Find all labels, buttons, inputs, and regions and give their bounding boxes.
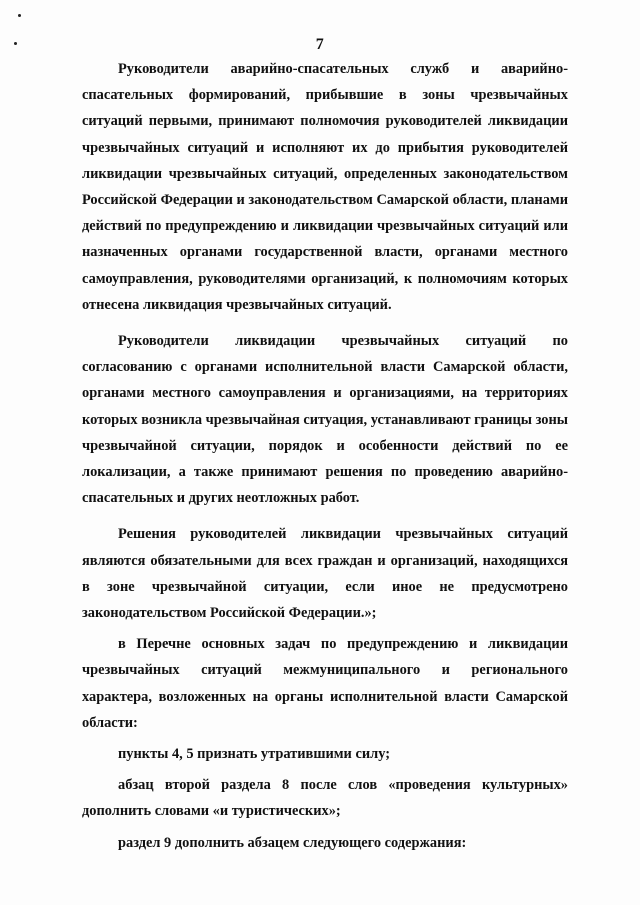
page-number: 7 (315, 36, 325, 53)
paragraph-4: в Перечне основных задач по предупреждению и ликвидации чрезвычайных ситуаций межмуниципального и регионального характера, возложенных на органы исполнительной власти Самарской области: (82, 636, 568, 731)
scan-speck (18, 14, 21, 17)
paragraph-1: Руководители аварийно-спасательных служб и аварийно-спасательных формирований, прибывшие в зоны чрезвычайных ситуаций первыми, принимают полномочия руководителей ликвидации чрезвычайных ситуаций и исполняют их до прибытия руководителей ликвидации чрезвычайных ситуаций, определенных законодательством Российской Федерации и законодательством Самарской области, планами действий по предупреждению и ликвидации чрезвычайных ситуаций или назначенных органами государственной власти, органами местного самоуправления, руководителями организаций, к полномочиям которых отнесена ликвидация чрезвычайных ситуаций. (82, 61, 568, 313)
paragraph-7: раздел 9 дополнить абзацем следующего содержания: (118, 834, 467, 851)
paragraph-3: Решения руководителей ликвидации чрезвычайных ситуаций являются обязательными для всех граждан и организаций, находящихся в зоне чрезвычайной ситуации, если иное не предусмотрено законодательством Российской Федерации.»; (82, 526, 568, 622)
paragraph-2: Руководители ликвидации чрезвычайных ситуаций по согласованию с органами исполнительной власти Самарской области, органами местного самоуправления и организациями, на территориях которых возникла чрезвычайная ситуация, устанавливают границы зоны чрезвычайной ситуации, порядок и особенности действий по ее локализации, а также принимают решения по проведению аварийно-спасательных и других неотложных работ. (82, 333, 569, 507)
paragraph-5: пункты 4, 5 признать утратившими силу; (118, 746, 390, 763)
paragraph-6: абзац второй раздела 8 после слов «проведения культурных» дополнить словами «и туристических»; (82, 777, 568, 820)
document-body (82, 56, 568, 856)
